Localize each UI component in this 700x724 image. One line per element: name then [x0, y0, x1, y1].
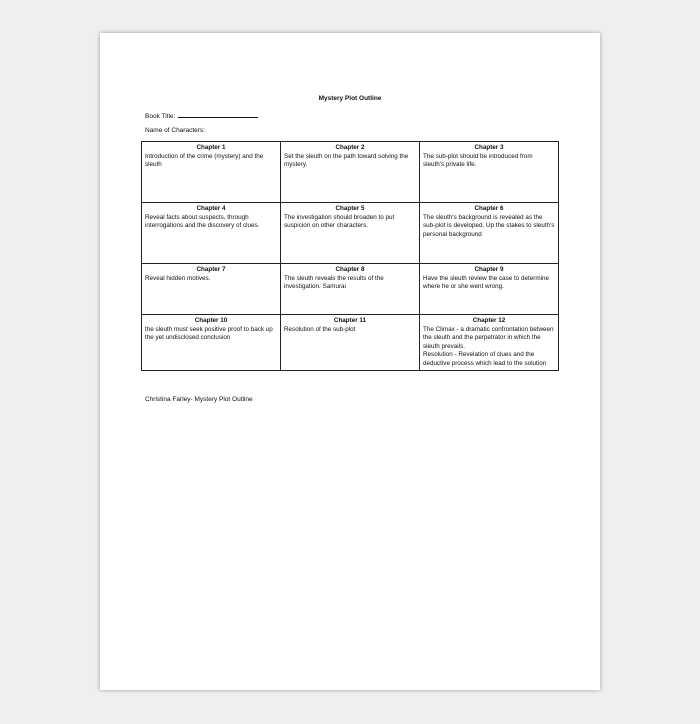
chapter-title: Chapter 7 — [196, 266, 226, 273]
book-title-blank-line — [178, 111, 258, 118]
chapter-title: Chapter 6 — [474, 205, 504, 212]
chapter-cell — [142, 142, 281, 203]
chapter-description: The sleuth's background is revealed as the sub-plot is developed. Up the stakes to sleuth's personal background — [423, 213, 555, 238]
chapter-title: Chapter 1 — [196, 144, 226, 151]
chapter-cell — [142, 315, 281, 371]
chapter-title: Chapter 3 — [474, 144, 504, 151]
chapter-cell — [420, 264, 559, 315]
chapter-title: Chapter 11 — [333, 317, 367, 324]
chapter-cell — [281, 203, 420, 264]
chapter-description: Introduction of the crime (mystery) and the sleuth — [145, 152, 264, 168]
chapter-title: Chapter 10 — [194, 317, 228, 324]
chapter-description: Resolution of the sub-plot — [284, 325, 356, 333]
chapter-cell — [142, 203, 281, 264]
chapter-cell — [281, 142, 420, 203]
chapter-description: Have the sleuth review the case to determine where he or she went wrong. — [423, 274, 550, 290]
document-title: Mystery Plot Outline — [318, 95, 382, 102]
chapter-row — [142, 203, 559, 264]
document-page — [100, 33, 600, 690]
chapter-cell — [281, 315, 420, 371]
characters-field — [145, 127, 205, 134]
chapter-title: Chapter 4 — [196, 205, 226, 212]
chapter-title: Chapter 8 — [335, 266, 365, 273]
chapter-description: Set the sleuth on the path toward solving the mystery. — [284, 152, 409, 168]
chapter-title: Chapter 5 — [335, 205, 365, 212]
chapter-cell — [420, 315, 559, 371]
document-footer: Christina Farley- Mystery Plot Outline — [145, 396, 253, 403]
chapter-row — [142, 142, 559, 203]
book-title-label: Book Title: — [145, 113, 176, 120]
chapter-description: the sleuth must seek positive proof to back up the yet undisclosed conclusion — [145, 325, 273, 341]
chapter-cell — [420, 142, 559, 203]
chapter-description: Reveal hidden motives. — [145, 274, 211, 282]
chapter-title: Chapter 12 — [472, 317, 506, 324]
chapter-cell — [420, 203, 559, 264]
chapter-grid — [141, 141, 559, 371]
chapter-description: The sub-plot should be introduced from sleuth's private life. — [423, 152, 533, 168]
chapter-title: Chapter 9 — [474, 266, 504, 273]
book-title-field — [145, 111, 258, 120]
characters-label: Name of Characters: — [145, 127, 205, 134]
chapter-description: The Climax - a dramatic confrontation between the sleuth and the perpetrator in which the sleuth prevails. Resolution - Revelation of clues and the deductive process which lead to the solution — [423, 325, 554, 367]
chapter-title: Chapter 2 — [335, 144, 365, 151]
chapter-row — [142, 315, 559, 371]
chapter-cell — [281, 264, 420, 315]
chapter-description: The investigation should broaden to put suspicion on other characters. — [284, 213, 395, 229]
chapter-description: The sleuth reveals the results of the investigation. Samurai — [284, 274, 384, 290]
chapter-cell — [142, 264, 281, 315]
chapter-row — [142, 264, 559, 315]
chapter-description: Reveal facts about suspects, through interrogations and the discovery of clues. — [145, 213, 260, 229]
